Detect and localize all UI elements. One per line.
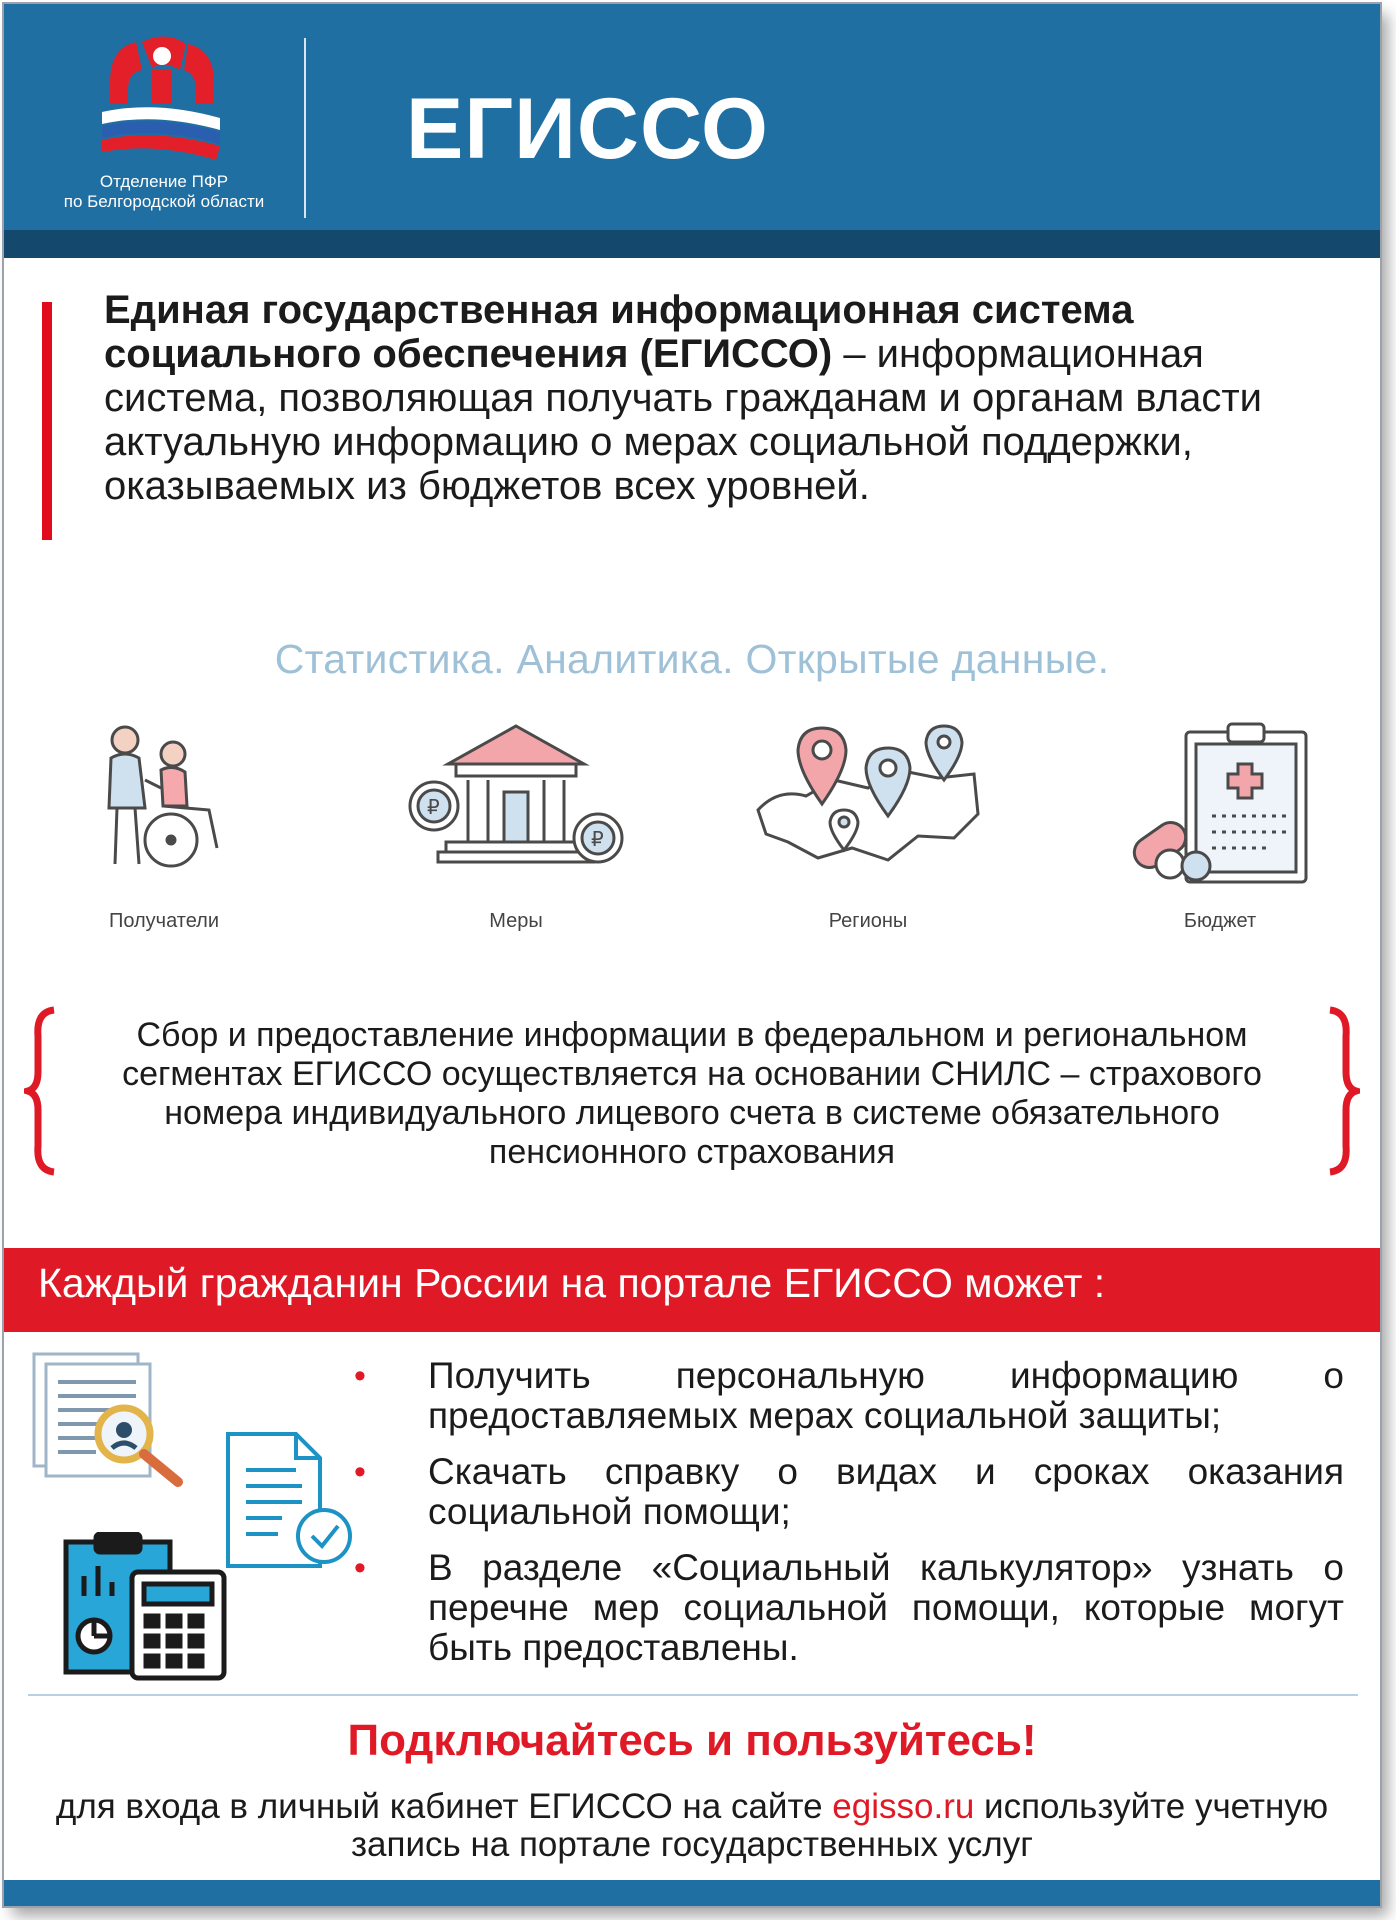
logo-caption <box>34 172 294 212</box>
document-search-icon <box>26 1348 196 1488</box>
tagline: Статистика. Аналитика. Открытые данные. <box>274 636 1110 682</box>
header <box>4 4 1380 236</box>
list-item <box>354 1356 1344 1436</box>
capabilities-banner-text: Каждый гражданин России на портале ЕГИССО может : <box>38 1260 1106 1306</box>
intro-rest-text: – информационная система, позволяющая получать гражданам и органам власти актуальную информацию о мерах социальной поддержки, оказываемых из бюджетов всех уровней. <box>104 332 1262 508</box>
right-brace-icon <box>1324 1006 1360 1176</box>
category-regions <box>718 718 1018 958</box>
svg-text:₽: ₽ <box>427 795 440 819</box>
document-check-icon <box>222 1428 362 1578</box>
calculator-report-icon <box>62 1532 232 1682</box>
section-divider <box>28 1694 1358 1696</box>
header-divider <box>304 38 306 218</box>
pfr-logo-icon <box>96 30 226 164</box>
footer-text-after: используйте учетную запись на портале государственных услуг <box>350 1787 1329 1864</box>
logo-caption-line2: по Белгородской области <box>63 192 265 211</box>
call-to-action: Подключайтесь и пользуйтесь! <box>347 1716 1037 1765</box>
category-label: Бюджет <box>1183 910 1257 932</box>
header-band <box>4 230 1380 258</box>
capability-text: Скачать справку о видах и сроках оказания социальной помощи; <box>428 1451 1344 1532</box>
list-item <box>354 1548 1344 1668</box>
category-measures <box>366 718 666 958</box>
map-pins-icon <box>748 718 988 888</box>
people-wheelchair-icon <box>89 718 239 878</box>
category-recipients <box>14 718 314 958</box>
category-budget <box>1070 718 1370 958</box>
capability-text: Получить персональную информацию о предоставляемых мерах социальной защиты; <box>428 1355 1344 1436</box>
footer-band <box>4 1880 1380 1906</box>
bullet-icon: • <box>354 1453 366 1491</box>
category-label: Регионы <box>828 910 908 932</box>
bullet-icon: • <box>354 1549 366 1587</box>
svg-text:₽: ₽ <box>591 827 604 851</box>
snils-notice: Сбор и предоставление информации в федеральном и региональном сегментах ЕГИССО осуществляется на основании СНИЛС – страхового номера индивидуального лицевого счета в системе обязательного пенсионного страхования <box>122 1016 1262 1171</box>
page-title: ЕГИССО <box>406 81 769 177</box>
capabilities-list <box>354 1356 1344 1684</box>
intro-bold-text: Единая государственная информационная система социального обеспечения (ЕГИССО) <box>104 288 1134 376</box>
bank-building-icon <box>406 718 626 888</box>
document-page <box>4 4 1380 1906</box>
category-label: Получатели <box>108 910 220 932</box>
medical-clipboard-icon <box>1120 718 1320 888</box>
egisso-link[interactable]: egisso.ru <box>832 1787 975 1826</box>
left-brace-icon <box>24 1006 60 1176</box>
intro-accent-bar <box>42 302 52 540</box>
logo-caption-line1: Отделение ПФР <box>99 172 229 191</box>
bullet-icon: • <box>354 1357 366 1395</box>
capability-text: В разделе «Социальный калькулятор» узнать о перечне мер социальной помощи, которые могут быть предоставлены. <box>428 1547 1344 1668</box>
footer-instructions <box>4 1788 1380 1864</box>
intro-paragraph <box>104 288 1344 508</box>
footer-text-before: для входа в личный кабинет ЕГИССО на сайте <box>55 1787 833 1826</box>
list-item <box>354 1452 1344 1532</box>
category-label: Меры <box>489 910 543 932</box>
